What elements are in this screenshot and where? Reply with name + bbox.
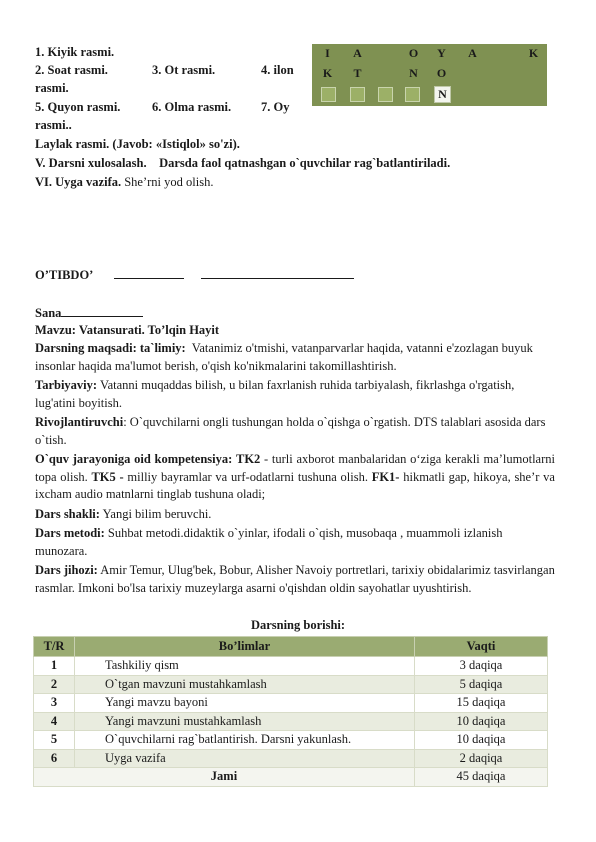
quiz-item-7: 7. Oy <box>261 100 290 114</box>
metodi-paragraph <box>35 525 555 560</box>
table-total-row <box>34 768 548 787</box>
summary-line <box>35 155 450 172</box>
row-number: 3 <box>34 694 75 713</box>
row-section: Tashkiliy qism <box>75 657 415 676</box>
crossword-cell: Y <box>437 46 446 60</box>
sana-label: Sana <box>35 306 62 320</box>
row-section: O`tgan mavzuni mustahkamlash <box>75 675 415 694</box>
quiz-line-4 <box>35 99 290 116</box>
jihozi-paragraph <box>35 562 555 597</box>
jihozi-text: Amir Temur, Ulug'bek, Bobur, Alisher Navoiy portretlari, tarixiy obidalarimiz tasvirlangan rasmlar. Imkoni bo'lsa tarixiy muzeylarga asarni o'qishdan oldin sayohatlar uyushtirish. <box>35 563 555 595</box>
homework-label: VI. Uyga vazifa. <box>35 175 122 189</box>
tk2-text: - turli axborot manbalaridan o‘ziga kerakli ma’lumotlarni topa olish. <box>35 452 555 484</box>
quiz-item-6: 6. Olma rasmi. <box>152 100 232 114</box>
row-time: 2 daqiqa <box>415 749 548 768</box>
crossword-blank-cell <box>350 87 365 102</box>
crossword-cell: I <box>325 46 330 60</box>
crossword-cell: A <box>468 46 477 60</box>
shakli-label: Dars shakli: <box>35 507 100 521</box>
crossword-cell: K <box>322 66 333 80</box>
summary-text: Darsda faol qatnashgan o`quvchilar rag`batlantiriladi. <box>159 156 451 170</box>
homework-line <box>35 174 213 191</box>
tarbiyaviy-text: Vatanni muqaddas bilish, u bilan faxrlanish ruhida tarbiyalash, fikrlashga o'rgatish, lug'atini boyitish. <box>35 378 515 410</box>
table-row <box>34 657 548 676</box>
blank-line <box>61 304 143 317</box>
otibdo-label: O’TIBDO’ <box>35 268 93 282</box>
row-number: 6 <box>34 749 75 768</box>
metodi-label: Dars metodi: <box>35 526 105 540</box>
crossword-blank-cell <box>321 87 336 102</box>
row-time: 15 daqiqa <box>415 694 548 713</box>
row-time: 10 daqiqa <box>415 731 548 750</box>
quiz-item-5: 5. Quyon rasmi. <box>35 100 121 114</box>
row-number: 1 <box>34 657 75 676</box>
fk1-text: hikmatli gap, hikoya, she’r va ixcham audio matnlarni tinglab tushuna oladi; <box>35 469 555 501</box>
header-tr: T/R <box>34 637 75 657</box>
tk5-text: milliy bayramlar va urf-odatlarni tushuna olish. <box>123 469 368 484</box>
quiz-item-4: 4. ilon <box>261 63 294 77</box>
crossword-row-3 <box>312 85 547 104</box>
total-time: 45 daqiqa <box>415 768 548 787</box>
crossword-cell: O <box>436 66 447 80</box>
quiz-item-3: 3. Ot rasmi. <box>152 63 216 77</box>
table-row <box>34 675 548 694</box>
sana-line <box>35 304 143 322</box>
row-section: Yangi mavzuni mustahkamlash <box>75 712 415 731</box>
jihozi-label: Dars jihozi: <box>35 563 98 577</box>
shakli-text: Yangi bilim beruvchi. <box>102 507 212 521</box>
tarbiyaviy-label: Tarbiyaviy: <box>35 378 98 392</box>
crossword-cell: T <box>353 66 362 80</box>
table-header-row <box>34 637 548 657</box>
header-sections: Bo’limlar <box>75 637 415 657</box>
metodi-text: Suhbat metodi.didaktik o`yinlar, ifodali o`qish, musobaqa , muammoli izlanish munozara. <box>35 526 503 558</box>
row-time: 5 daqiqa <box>415 675 548 694</box>
table-row <box>34 749 548 768</box>
kompetensiya-paragraph <box>35 451 555 504</box>
table-row <box>34 712 548 731</box>
crossword-cell: N <box>434 86 451 103</box>
quiz-line-5: rasmi.. <box>35 118 72 132</box>
rivojlantiruvchi-label: Rivojlantiruvchi <box>35 415 124 429</box>
crossword-cell: N <box>409 66 418 80</box>
rivojlantiruvchi-text: : O`quvchilarni ongli tushungan holda o`qishga o`rgatish. DTS talablari asosida dars o`tish. <box>35 415 546 447</box>
table-caption: Darsning borishi: <box>250 618 346 632</box>
row-section: O`quvchilarni rag`batlantirish. Darsni yakunlash. <box>75 731 415 750</box>
crossword-cell: O <box>408 46 419 60</box>
tk5-code: TK5 - <box>91 469 124 484</box>
crossword-cell: A <box>353 46 362 60</box>
crossword-blank-cell <box>378 87 393 102</box>
crossword-grid <box>312 44 547 106</box>
kompetensiya-label: O`quv jarayoniga oid kompetensiya: <box>35 452 233 466</box>
table-row <box>34 694 548 713</box>
quiz-line-1: 1. Kiyik rasmi. <box>35 45 115 59</box>
rivojlantiruvchi-paragraph <box>35 414 555 449</box>
row-number: 4 <box>34 712 75 731</box>
row-number: 2 <box>34 675 75 694</box>
crossword-cell: K <box>528 46 539 60</box>
row-time: 3 daqiqa <box>415 657 548 676</box>
maqsad-label: Darsning maqsadi: ta`limiy: <box>35 341 186 355</box>
row-number: 5 <box>34 731 75 750</box>
tk2-code: TK2 <box>236 452 261 466</box>
quiz-item-2: 2. Soat rasmi. <box>35 63 108 77</box>
lesson-plan-table <box>33 636 548 787</box>
blank-line <box>114 266 184 279</box>
maqsad-paragraph <box>35 340 555 375</box>
blank-line <box>201 266 354 279</box>
shakli-line <box>35 506 211 523</box>
row-section: Uyga vazifa <box>75 749 415 768</box>
quiz-line-3: rasmi. <box>35 81 69 95</box>
homework-text: She’rni yod olish. <box>124 175 214 189</box>
crossword-row-1 <box>312 45 547 64</box>
crossword-row-2 <box>312 65 547 84</box>
fk1-code: FK1- <box>371 469 400 484</box>
total-label: Jami <box>34 768 415 787</box>
quiz-line-2 <box>35 62 294 79</box>
row-section: Yangi mavzu bayoni <box>75 694 415 713</box>
header-time: Vaqti <box>415 637 548 657</box>
table-row <box>34 731 548 750</box>
row-time: 10 daqiqa <box>415 712 548 731</box>
maqsad-text: Vatanimiz o'tmishi, vatanparvarlar haqida, vatanni e'zozlagan buyuk insonlar haqida ma'lumot berish, o'qish ko'nikmalarini takomillashtirish. <box>35 341 533 373</box>
otibdo-line <box>35 266 354 284</box>
mavzu: Mavzu: Vatansurati. To’lqin Hayit <box>35 323 220 337</box>
quiz-answer: Laylak rasmi. (Javob: «Istiqlol» so'zi). <box>35 137 240 151</box>
tarbiyaviy-paragraph <box>35 377 555 412</box>
summary-label: V. Darsni xulosalash. <box>35 156 147 170</box>
crossword-blank-cell <box>405 87 420 102</box>
